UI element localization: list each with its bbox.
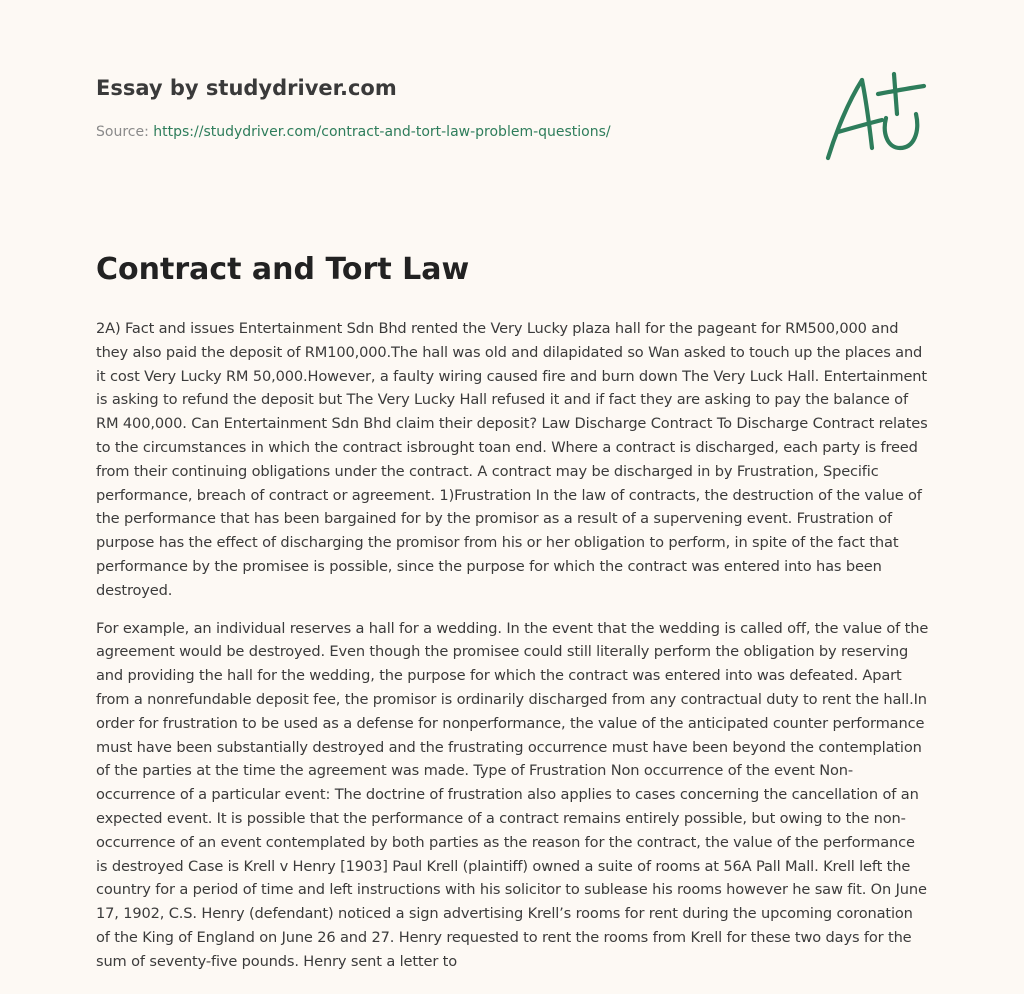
essay-title: Contract and Tort Law: [96, 252, 470, 287]
site-title: Essay by studydriver.com: [96, 76, 397, 100]
essay-body: [96, 317, 930, 988]
essay-paragraph: 2A) Fact and issues Entertainment Sdn Bhd rented the Very Lucky plaza hall for the pageant for RM500,000 and they also paid the deposit of RM100,000.The hall was old and dilapidated so Wan asked to touch up the places and it cost Very Lucky RM 50,000.However, a faulty wiring caused fire and burn down The Very Luck Hall. Entertainment is asking to refund the deposit but The Very Lucky Hall refused it and if fact they are asking to pay the balance of RM 400,000. Can Entertainment Sdn Bhd claim their deposit? Law Discharge Contract To Discharge Contract relates to the circumstances in which the contract isbrought toan end. Where a contract is discharged, each party is freed from their continuing obligations under the contract. A contract may be discharged in by Frustration, Specific performance, breach of contract or agreement. 1)Frustration In the law of contracts, the destruction of the value of the performance that has been bargained for by the promisor as a result of a supervening event. Frustration of purpose has the effect of discharging the promisor from his or her obligation to perform, in spite of the fact that performance by the promisee is possible, since the purpose for which the contract was entered into has been destroyed.: [96, 320, 928, 599]
source-link[interactable]: https://studydriver.com/contract-and-tort-law-problem-questions/: [153, 124, 611, 140]
a-plus-logo-icon: [822, 66, 928, 164]
source-line: [96, 124, 611, 140]
source-label: Source:: [96, 124, 154, 140]
essay-paragraph: For example, an individual reserves a hall for a wedding. In the event that the wedding is called off, the value of the agreement would be destroyed. Even though the promisee could still literally perform the obligation by reserving and providing the hall for the wedding, the purpose for which the contract was entered into was defeated. Apart from a nonrefundable deposit fee, the promisor is ordinarily discharged from any contractual duty to rent the hall.In order for frustration to be used as a defense for nonperformance, the value of the anticipated counter performance must have been substantially destroyed and the frustrating occurrence must have been beyond the contemplation of the parties at the time the agreement was made. Type of Frustration Non occurrence of the event Non-occurrence of a particular event: The doctrine of frustration also applies to cases concerning the cancellation of an expected event. It is possible that the performance of a contract remains entirely possible, but owing to the non-occurrence of an event contemplated by both parties as the reason for the contract, the value of the performance is destroyed Case is Krell v Henry [1903] Paul Krell (plaintiff) owned a suite of rooms at 56A Pall Mall. Krell left the country for a period of time and left instructions with his solicitor to sublease his rooms however he saw fit. On June 17, 1902, C.S. Henry (defendant) noticed a sign advertising Krell’s rooms for rent during the upcoming coronation of the King of England on June 26 and 27. Henry requested to rent the rooms from Krell for these two days for the sum of seventy-five pounds. Henry sent a letter to: [96, 619, 929, 970]
